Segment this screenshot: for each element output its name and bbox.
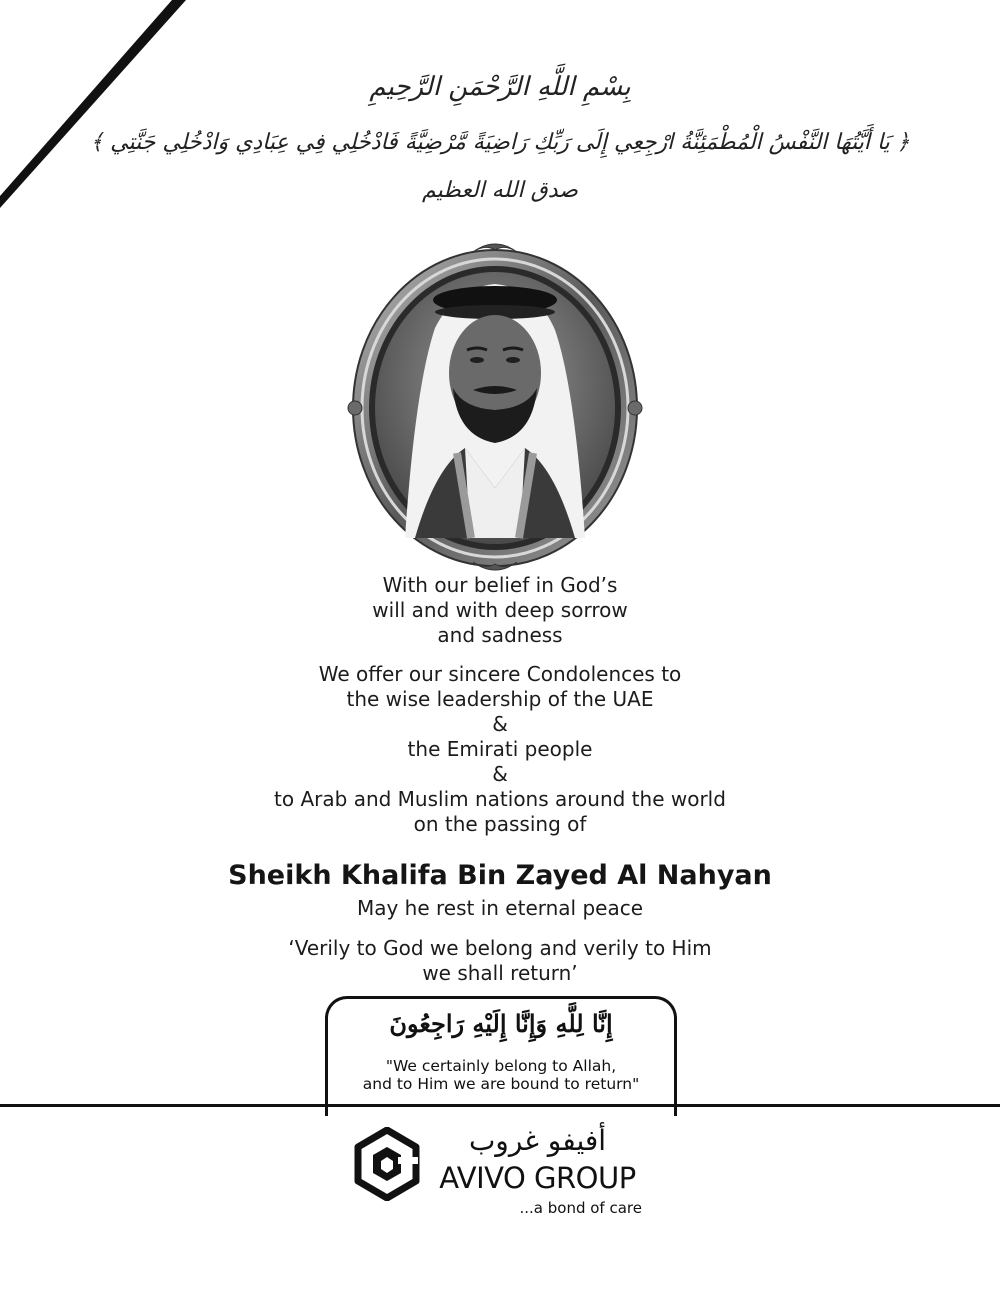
intro-line: With our belief in God’s [382, 573, 618, 597]
quote-english [328, 1057, 674, 1093]
quote-box [325, 996, 677, 1116]
rest-line: May he rest in eternal peace [356, 896, 644, 920]
sadaqa-calligraphy: صدق الله العظيم [422, 178, 578, 203]
intro-line: and sadness [437, 623, 563, 647]
footer-divider [0, 1104, 1000, 1107]
basmala-calligraphy: بِسْمِ اللَّهِ الرَّحْمَنِ الرَّحِيمِ [369, 72, 631, 102]
verily-line: we shall return’ [422, 961, 578, 985]
condolences-line: the Emirati people [407, 737, 593, 761]
condolences-line: on the passing of [413, 812, 587, 836]
company-name-english: AVIVO GROUP [439, 1161, 636, 1195]
verily-message [0, 936, 1000, 986]
condolences-line: the wise leadership of the UAE [346, 687, 654, 711]
portrait-frame [345, 238, 645, 573]
intro-line: will and with deep sorrow [372, 598, 628, 622]
quran-verse-calligraphy: ﴿ يَا أَيَّتُهَا النَّفْسُ الْمُطْمَئِنَّةُ ارْجِعِي إِلَى رَبِّكِ رَاضِيَةً مَّرْضِيَّةً فَادْخُلِي فِي عِبَادِي وَادْخُلِي جَنَّتِي ﴾ [90, 130, 910, 155]
verily-line: ‘Verily to God we belong and verily to Him [288, 936, 712, 960]
rest-in-peace-message [0, 896, 1000, 921]
condolences-line: We offer our sincere Condolences to [318, 662, 682, 686]
quote-english-line: "We certainly belong to Allah, [385, 1057, 617, 1075]
condolences-message [0, 662, 1000, 837]
intro-message [0, 573, 1000, 648]
condolences-line: & [492, 762, 508, 786]
company-tagline: ...a bond of care [519, 1199, 642, 1217]
company-name-arabic: أفيفو غروب [468, 1124, 607, 1157]
quote-arabic-calligraphy: إِنَّا لِلَّهِ وَإِنَّا إِلَيْهِ رَاجِعُونَ [389, 1009, 613, 1038]
condolences-line: to Arab and Muslim nations around the world [274, 787, 726, 811]
quote-english-line: and to Him we are bound to return" [362, 1075, 640, 1093]
deceased-name: Sheikh Khalifa Bin Zayed Al Nahyan [228, 860, 772, 891]
avivo-logo-icon [354, 1127, 420, 1201]
condolences-line: & [492, 712, 508, 736]
